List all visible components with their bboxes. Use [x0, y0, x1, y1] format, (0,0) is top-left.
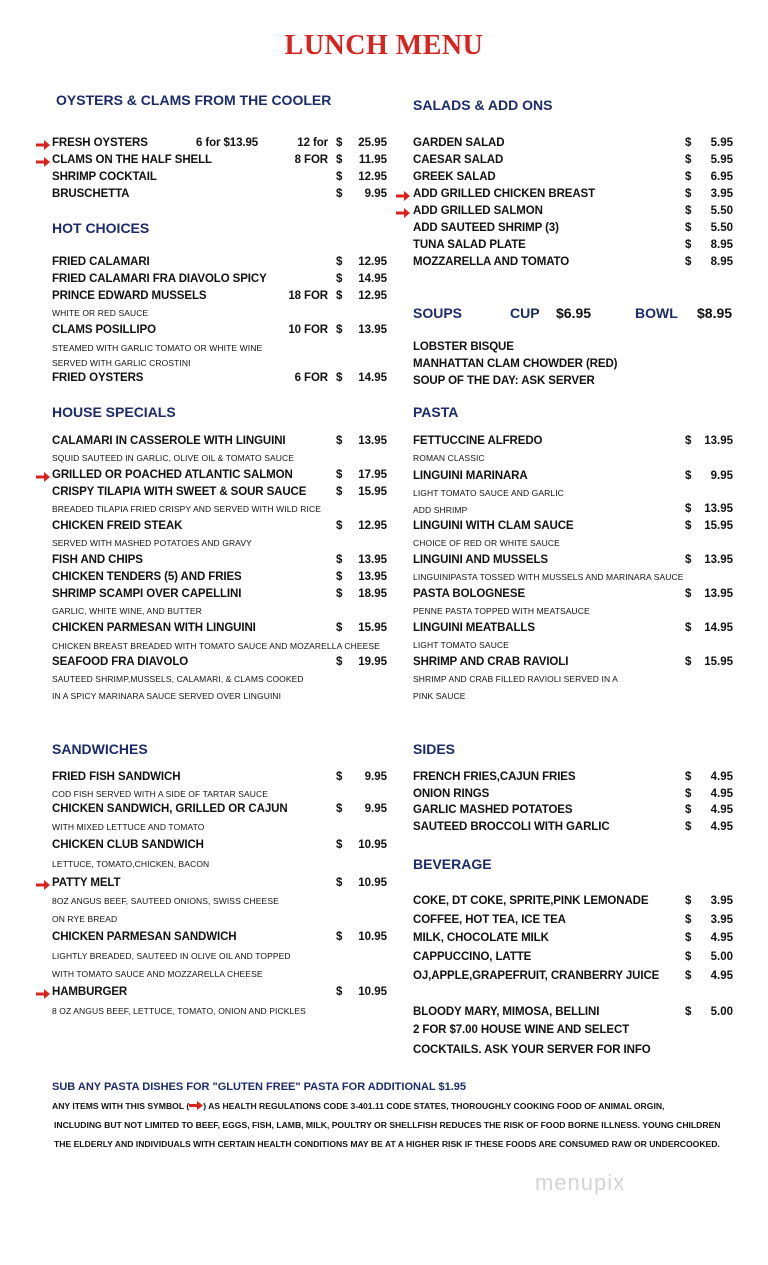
currency-sign: $	[685, 788, 692, 800]
pasta-item-name: LINGUINI MEATBALLS	[413, 622, 535, 634]
sandwiches-item-name: CHICKEN CLUB SANDWICH	[52, 839, 204, 851]
red-arrow-icon	[396, 191, 410, 201]
currency-sign: $	[336, 803, 343, 815]
sides-item-price: 4.95	[710, 771, 733, 783]
currency-sign: $	[685, 205, 692, 217]
soups-item-name: MANHATTAN CLAM CHOWDER (RED)	[413, 358, 618, 370]
pasta-item-name: FETTUCCINE ALFREDO	[413, 435, 543, 447]
sandwiches-item-desc: COD FISH SERVED WITH A SIDE OF TARTAR SAUCE	[52, 789, 269, 799]
sides-item-name: ONION RINGS	[413, 788, 490, 800]
pasta-item-desc: SHRIMP AND CRAB FILLED RAVIOLI SERVED IN A	[413, 674, 618, 684]
house-item-name: CRISPY TILAPIA WITH SWEET & SOUR SAUCE	[52, 486, 307, 498]
beverage-item-price: 4.95	[710, 932, 733, 944]
sides-item-price: 4.95	[710, 804, 733, 816]
currency-sign: $	[685, 435, 692, 447]
pasta-heading: PASTA	[413, 404, 459, 420]
salads-item-price: 8.95	[710, 239, 733, 251]
hot-item-price: 14.95	[358, 372, 387, 384]
oysters-item-price: 12.95	[358, 171, 387, 183]
beverage-item-name: MILK, CHOCOLATE MILK	[413, 932, 549, 944]
currency-sign: $	[685, 970, 692, 982]
hot-item-name: FRIED CALAMARI	[52, 256, 150, 268]
soups-item-name: SOUP OF THE DAY: ASK SERVER	[413, 375, 595, 387]
hot-item-price: 14.95	[358, 273, 387, 285]
currency-sign: $	[685, 656, 692, 668]
sandwiches-item-price: 10.95	[358, 877, 387, 889]
beverage-item-name: COKE, DT COKE, SPRITE,PINK LEMONADE	[413, 895, 649, 907]
hot-item-qty: 10 FOR	[288, 324, 328, 336]
salads-item-price: 5.50	[710, 222, 733, 234]
hot-item-price: 13.95	[358, 324, 387, 336]
house-item-name: SHRIMP SCAMPI OVER CAPELLINI	[52, 588, 242, 600]
currency-sign: $	[336, 554, 343, 566]
currency-sign: $	[336, 771, 343, 783]
oysters-item-qty: 8 FOR	[294, 154, 328, 166]
currency-sign: $	[336, 877, 343, 889]
house-item-price: 15.95	[358, 622, 387, 634]
cocktail-currency: $	[685, 1006, 692, 1018]
currency-sign: $	[685, 895, 692, 907]
sandwiches-item-desc: WITH MIXED LETTUCE AND TOMATO	[52, 822, 205, 832]
cocktail-note-1: 2 FOR $7.00 HOUSE WINE AND SELECT	[413, 1024, 630, 1036]
red-arrow-icon	[36, 157, 50, 167]
hot-item-price: 12.95	[358, 256, 387, 268]
currency-sign: $	[336, 486, 343, 498]
oysters-item-price: 11.95	[358, 154, 387, 166]
beverage-item-name: COFFEE, HOT TEA, ICE TEA	[413, 914, 566, 926]
hot-item-qty: 6 FOR	[294, 372, 328, 384]
oysters-item-price: 9.95	[364, 188, 387, 200]
pasta-item-name: SHRIMP AND CRAB RAVIOLI	[413, 656, 569, 668]
sides-item-price: 4.95	[710, 788, 733, 800]
currency-sign: $	[685, 154, 692, 166]
page-title: LUNCH MENU	[284, 30, 484, 61]
sandwiches-item-desc: LIGHTLY BREADED, SAUTEED IN OLIVE OIL AND TOPPED	[52, 951, 291, 961]
pasta-item-desc: LIGHT TOMATO SAUCE	[413, 640, 509, 650]
hot-item-name: PRINCE EDWARD MUSSELS	[52, 290, 207, 302]
sandwiches-item-price: 10.95	[358, 986, 387, 998]
sandwiches-item-desc: LETTUCE, TOMATO,CHICKEN, BACON	[52, 859, 210, 869]
hot-item-price: 12.95	[358, 290, 387, 302]
pasta-item-desc: CHOICE OF RED OR WHITE SAUCE	[413, 538, 560, 548]
sides-item-name: GARLIC MASHED POTATOES	[413, 804, 573, 816]
currency-sign: $	[685, 470, 692, 482]
house-item-price: 17.95	[358, 469, 387, 481]
red-arrow-icon	[36, 472, 50, 482]
pasta-item-price: 13.95	[704, 435, 733, 447]
currency-sign: $	[336, 931, 343, 943]
currency-sign: $	[685, 137, 692, 149]
salads-item-price: 5.95	[710, 137, 733, 149]
house-item-name: GRILLED OR POACHED ATLANTIC SALMON	[52, 469, 293, 481]
hot-item-name: FRIED OYSTERS	[52, 372, 144, 384]
currency-sign: $	[685, 622, 692, 634]
sandwiches-item-desc: WITH TOMATO SAUCE AND MOZZARELLA CHEESE	[52, 969, 263, 979]
oysters-item-name: SHRIMP COCKTAIL	[52, 171, 157, 183]
beverage-item-price: 4.95	[710, 970, 733, 982]
pasta-item-desc: PINK SAUCE	[413, 691, 466, 701]
hot-heading: HOT CHOICES	[52, 220, 150, 236]
oysters-item-extra: 6 for $13.95	[196, 137, 259, 149]
cocktail-price: 5.00	[710, 1006, 733, 1018]
watermark: menupix	[535, 1170, 626, 1195]
house-item-price: 13.95	[358, 554, 387, 566]
red-arrow-icon	[396, 208, 410, 218]
salads-item-name: ADD GRILLED SALMON	[413, 205, 543, 217]
pasta-item-price: 14.95	[704, 622, 733, 634]
sandwiches-item-price: 10.95	[358, 839, 387, 851]
currency-sign: $	[336, 154, 343, 166]
house-item-desc: SAUTEED SHRIMP,MUSSELS, CALAMARI, & CLAMS COOKED	[52, 674, 304, 684]
house-item-name: SEAFOOD FRA DIAVOLO	[52, 656, 189, 668]
pasta-item-name: PASTA BOLOGNESE	[413, 588, 526, 600]
currency-sign: $	[685, 914, 692, 926]
soups-cup-label: CUP	[510, 305, 540, 321]
pasta-item-desc: PENNE PASTA TOPPED WITH MEATSAUCE	[413, 606, 590, 616]
house-item-name: CHICKEN TENDERS (5) AND FRIES	[52, 571, 242, 583]
house-item-name: CALAMARI IN CASSEROLE WITH LINGUINI	[52, 435, 286, 447]
red-arrow-icon	[189, 1101, 203, 1110]
salads-item-price: 6.95	[710, 171, 733, 183]
symbol-note-a: ANY ITEMS WITH THIS SYMBOL (	[52, 1101, 190, 1111]
pasta-item-price: 13.95	[704, 588, 733, 600]
pasta-item-price: 13.95	[704, 503, 733, 515]
beverage-heading: BEVERAGE	[413, 856, 492, 872]
currency-sign: $	[336, 435, 343, 447]
currency-sign: $	[685, 951, 692, 963]
beverage-item-price: 5.00	[710, 951, 733, 963]
salads-item-price: 5.50	[710, 205, 733, 217]
oysters-item-name: BRUSCHETTA	[52, 188, 130, 200]
house-item-name: CHICKEN FREID STEAK	[52, 520, 183, 532]
sandwiches-item-name: CHICKEN PARMESAN SANDWICH	[52, 931, 237, 943]
currency-sign: $	[336, 520, 343, 532]
house-item-price: 15.95	[358, 486, 387, 498]
hot-item-desc: STEAMED WITH GARLIC TOMATO OR WHITE WINE	[52, 343, 263, 353]
sides-item-name: SAUTEED BROCCOLI WITH GARLIC	[413, 821, 610, 833]
beverage-item-name: CAPPUCCINO, LATTE	[413, 951, 532, 963]
pasta-item-price: 15.95	[704, 520, 733, 532]
oysters-item-name: CLAMS ON THE HALF SHELL	[52, 154, 212, 166]
symbol-note-line-2: INCLUDING BUT NOT LIMITED TO BEEF, EGGS, FISH, LAMB, MILK, POULTRY OR SHELLFISH REDUCES THE RISK OF FOOD BORNE ILLNESS. YOUNG CHILDREN	[54, 1120, 721, 1130]
sandwiches-item-name: HAMBURGER	[52, 986, 128, 998]
currency-sign: $	[685, 821, 692, 833]
sandwiches-heading: SANDWICHES	[52, 741, 148, 757]
currency-sign: $	[336, 290, 343, 302]
pasta-item-desc: ROMAN CLASSIC	[413, 453, 485, 463]
house-item-price: 13.95	[358, 435, 387, 447]
house-item-price: 19.95	[358, 656, 387, 668]
currency-sign: $	[685, 188, 692, 200]
currency-sign: $	[336, 256, 343, 268]
sandwiches-item-desc: 8 OZ ANGUS BEEF, LETTUCE, TOMATO, ONION AND PICKLES	[52, 1006, 306, 1016]
oysters-item-name: FRESH OYSTERS	[52, 137, 148, 149]
pasta-item-price: 13.95	[704, 554, 733, 566]
currency-sign: $	[685, 503, 692, 515]
currency-sign: $	[336, 571, 343, 583]
sandwiches-item-price: 9.95	[364, 771, 387, 783]
symbol-note-line-1	[52, 1101, 664, 1111]
oysters-item-price: 25.95	[358, 137, 387, 149]
pasta-item-desc: LIGHT TOMATO SAUCE AND GARLIC	[413, 488, 564, 498]
hot-item-name: CLAMS POSILLIPO	[52, 324, 156, 336]
currency-sign: $	[336, 588, 343, 600]
salads-item-price: 8.95	[710, 256, 733, 268]
salads-item-name: ADD GRILLED CHICKEN BREAST	[413, 188, 596, 200]
sandwiches-item-desc: ON RYE BREAD	[52, 914, 118, 924]
currency-sign: $	[336, 273, 343, 285]
currency-sign: $	[336, 986, 343, 998]
currency-sign: $	[685, 222, 692, 234]
pasta-item-name: LINGUINI WITH CLAM SAUCE	[413, 520, 574, 532]
salads-item-name: MOZZARELLA AND TOMATO	[413, 256, 570, 268]
currency-sign: $	[336, 839, 343, 851]
symbol-note-b: ) AS HEALTH REGULATIONS CODE 3-401.11 CODE STATES, THOROUGHLY COOKING FOOD OF ANIMAL ORGIN,	[203, 1101, 665, 1111]
house-item-desc: GARLIC, WHITE WINE, AND BUTTER	[52, 606, 202, 616]
house-item-name: CHICKEN PARMESAN WITH LINGUINI	[52, 622, 256, 634]
currency-sign: $	[336, 372, 343, 384]
currency-sign: $	[685, 554, 692, 566]
gluten-free-note: SUB ANY PASTA DISHES FOR "GLUTEN FREE" PASTA FOR ADDITIONAL $1.95	[52, 1081, 467, 1093]
sandwiches-item-desc: 8OZ ANGUS BEEF, SAUTEED ONIONS, SWISS CHEESE	[52, 896, 279, 906]
pasta-item-name: LINGUINI AND MUSSELS	[413, 554, 548, 566]
sandwiches-item-name: CHICKEN SANDWICH, GRILLED OR CAJUN	[52, 803, 288, 815]
currency-sign: $	[685, 804, 692, 816]
pasta-item-desc: ADD SHRIMP	[413, 505, 468, 515]
sandwiches-item-name: FRIED FISH SANDWICH	[52, 771, 181, 783]
house-item-price: 18.95	[358, 588, 387, 600]
hot-item-desc: SERVED WITH GARLIC CROSTINI	[52, 358, 191, 368]
house-item-desc: SERVED WITH MASHED POTATOES AND GRAVY	[52, 538, 252, 548]
salads-item-name: CAESAR SALAD	[413, 154, 504, 166]
salads-item-price: 5.95	[710, 154, 733, 166]
currency-sign: $	[685, 771, 692, 783]
soups-bowl-price: $8.95	[697, 305, 733, 321]
house-item-desc: BREADED TILAPIA FRIED CRISPY AND SERVED WITH WILD RICE	[52, 504, 321, 514]
salads-item-name: TUNA SALAD PLATE	[413, 239, 526, 251]
house-item-price: 12.95	[358, 520, 387, 532]
currency-sign: $	[685, 932, 692, 944]
sides-heading: SIDES	[413, 741, 456, 757]
soups-bowl-label: BOWL	[635, 305, 678, 321]
currency-sign: $	[336, 171, 343, 183]
red-arrow-icon	[36, 140, 50, 150]
currency-sign: $	[685, 520, 692, 532]
sandwiches-item-name: PATTY MELT	[52, 877, 121, 889]
house-item-price: 13.95	[358, 571, 387, 583]
currency-sign: $	[336, 656, 343, 668]
pasta-item-price: 9.95	[710, 470, 733, 482]
salads-item-name: GARDEN SALAD	[413, 137, 505, 149]
sandwiches-item-price: 9.95	[364, 803, 387, 815]
sides-item-price: 4.95	[710, 821, 733, 833]
pasta-item-name: LINGUINI MARINARA	[413, 470, 528, 482]
salads-item-name: GREEK SALAD	[413, 171, 496, 183]
hot-item-name: FRIED CALAMARI FRA DIAVOLO SPICY	[52, 273, 267, 285]
pasta-item-price: 15.95	[704, 656, 733, 668]
salads-item-name: ADD SAUTEED SHRIMP (3)	[413, 222, 559, 234]
currency-sign: $	[685, 256, 692, 268]
currency-sign: $	[685, 239, 692, 251]
house-item-desc: IN A SPICY MARINARA SAUCE SERVED OVER LINGUINI	[52, 691, 282, 701]
soups-cup-price: $6.95	[556, 305, 592, 321]
currency-sign: $	[336, 188, 343, 200]
house-item-desc: SQUID SAUTEED IN GARLIC, OLIVE OIL & TOMATO SAUCE	[52, 453, 295, 463]
currency-sign: $	[336, 137, 343, 149]
cocktail-note-2: COCKTAILS. ASK YOUR SERVER FOR INFO	[413, 1044, 651, 1056]
salads-heading: SALADS & ADD ONS	[413, 97, 553, 113]
currency-sign: $	[685, 171, 692, 183]
oysters-item-qty: 12 for	[297, 137, 328, 149]
house-item-name: FISH AND CHIPS	[52, 554, 143, 566]
red-arrow-icon	[36, 989, 50, 999]
sides-item-name: FRENCH FRIES,CAJUN FRIES	[413, 771, 576, 783]
hot-item-qty: 18 FOR	[288, 290, 328, 302]
beverage-item-price: 3.95	[710, 895, 733, 907]
symbol-note-line-3: THE ELDERLY AND INDIVIDUALS WITH CERTAIN HEALTH CONDITIONS MAY BE AT A HIGHER RISK IF THESE FOODS ARE CONSUMED RAW OR UNDERCOOKED.	[54, 1139, 720, 1149]
beverage-item-name: OJ,APPLE,GRAPEFRUIT, CRANBERRY JUICE	[413, 970, 660, 982]
currency-sign: $	[336, 324, 343, 336]
pasta-item-desc: LINGUINIPASTA TOSSED WITH MUSSELS AND MARINARA SAUCE	[413, 572, 684, 582]
sandwiches-item-price: 10.95	[358, 931, 387, 943]
hot-item-desc: WHITE OR RED SAUCE	[52, 308, 149, 318]
house-heading: HOUSE SPECIALS	[52, 404, 176, 420]
currency-sign: $	[685, 588, 692, 600]
oysters-heading: OYSTERS & CLAMS FROM THE COOLER	[56, 92, 332, 108]
soups-item-name: LOBSTER BISQUE	[413, 341, 514, 353]
currency-sign: $	[336, 622, 343, 634]
salads-item-price: 3.95	[710, 188, 733, 200]
beverage-item-price: 3.95	[710, 914, 733, 926]
red-arrow-icon	[36, 880, 50, 890]
soups-heading: SOUPS	[413, 305, 463, 321]
house-item-desc: CHICKEN BREAST BREADED WITH TOMATO SAUCE AND MOZARELLA CHEESE	[52, 641, 380, 651]
cocktail-name: BLOODY MARY, MIMOSA, BELLINI	[413, 1006, 600, 1018]
currency-sign: $	[336, 469, 343, 481]
